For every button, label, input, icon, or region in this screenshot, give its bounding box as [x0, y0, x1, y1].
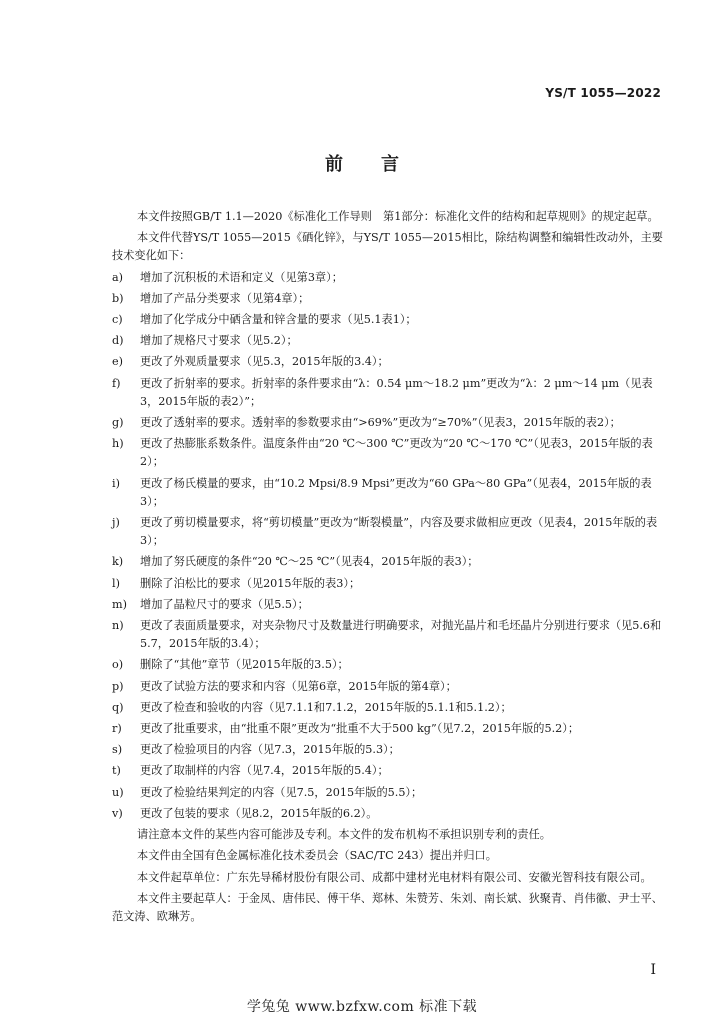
change-item — [112, 475, 664, 511]
change-item-text: 更改了热膨胀系数条件。温度条件由“20 ℃～300 ℃”更改为“20 ℃～170 ℃”（见表3，2015年版的表2）； — [140, 437, 653, 469]
change-item-text: 更改了批重要求，由“批重不限”更改为“批重不大于500 kg”（见7.2，2015年版的5.2）； — [140, 722, 580, 736]
change-item — [112, 332, 664, 350]
change-item-text: 更改了透射率的要求。透射率的参数要求由“>69%”更改为“≥70%”（见表3，2015年版的表2）； — [140, 416, 621, 430]
change-item-text: 增加了规格尺寸要求（见5.2）； — [140, 334, 298, 348]
change-item-text: 更改了表面质量要求，对夹杂物尺寸及数量进行明确要求，对抛光晶片和毛坯晶片分别进行要求（见5.6和5.7，2015年版的3.4）； — [140, 619, 662, 651]
change-item-text: 增加了晶粒尺寸的要求（见5.5）； — [140, 597, 309, 611]
change-item-marker: n) — [112, 619, 124, 633]
document-body — [112, 208, 664, 929]
change-item-marker: j) — [112, 516, 120, 530]
change-item — [112, 514, 664, 550]
change-item-marker: a) — [112, 270, 124, 284]
change-item — [112, 699, 664, 717]
change-item-marker: q) — [112, 700, 124, 714]
page-title: 前言 — [325, 154, 437, 175]
change-item-marker: b) — [112, 291, 124, 305]
change-item-text: 更改了检验项目的内容（见7.3，2015年版的5.3）； — [140, 743, 400, 757]
change-item-text: 更改了杨氏模量的要求，由“10.2 Mpsi/8.9 Mpsi”更改为“60 GPa～80 GPa”（见表4，2015年版的表3）； — [140, 476, 652, 508]
change-item — [112, 656, 664, 674]
change-item-text: 更改了试验方法的要求和内容（见第6章，2015年版的第4章）； — [140, 679, 457, 693]
change-item — [112, 311, 664, 329]
intro-paragraph-2: 本文件代替YS/T 1055—2015《硒化锌》，与YS/T 1055—2015相比，除结构调整和编辑性改动外，主要技术变化如下： — [112, 231, 663, 263]
change-item-marker: o) — [112, 658, 124, 672]
change-item — [112, 762, 664, 780]
change-item-marker: l) — [112, 576, 120, 590]
change-item-marker: t) — [112, 764, 121, 778]
change-item — [112, 575, 664, 593]
change-item — [112, 269, 664, 287]
change-item-marker: f) — [112, 376, 121, 390]
change-item-text: 更改了检验结果判定的内容（见7.5，2015年版的5.5）； — [140, 785, 423, 799]
change-item-text: 更改了剪切模量要求，将“剪切模量”更改为“断裂模量”，内容及要求做相应更改（见表4，2015年版的表3）； — [140, 516, 658, 548]
watermark-text: 学兔兔 www.bzfxw.com 标准下载 — [246, 999, 478, 1015]
change-item-marker: r) — [112, 722, 122, 736]
change-item-marker: h) — [112, 437, 124, 451]
change-item — [112, 375, 664, 411]
standard-number: YS/T 1055—2022 — [545, 86, 661, 100]
change-item-marker: i) — [112, 476, 120, 490]
change-item — [112, 678, 664, 696]
page-number: I — [650, 962, 656, 978]
change-item — [112, 720, 664, 738]
change-item-text: 增加了化学成分中硒含量和锌含量的要求（见5.1表1）； — [140, 313, 417, 327]
change-item-marker: p) — [112, 679, 124, 693]
change-item-text: 更改了检查和验收的内容（见7.1.1和7.1.2，2015年版的5.1.1和5.1.2）； — [140, 700, 512, 714]
change-item — [112, 414, 664, 432]
change-item-text: 增加了沉积板的术语和定义（见第3章）； — [140, 270, 343, 284]
change-item-text: 更改了包装的要求（见8.2，2015年版的6.2）。 — [140, 806, 378, 820]
change-item-text: 更改了取制样的内容（见7.4，2015年版的5.4）； — [140, 764, 389, 778]
change-item-marker: s) — [112, 743, 123, 757]
change-item-marker: m) — [112, 597, 127, 611]
change-item — [112, 741, 664, 759]
change-item-marker: c) — [112, 313, 123, 327]
proposer-paragraph: 本文件由全国有色金属标准化技术委员会（SAC/TC 243）提出并归口。 — [137, 849, 497, 863]
change-item-marker: v) — [112, 806, 123, 820]
change-item — [112, 353, 664, 371]
change-item-marker: d) — [112, 334, 124, 348]
drafting-units-paragraph: 本文件起草单位：广东先导稀材股份有限公司、成都中建材光电材料有限公司、安徽光智科技有限公司。 — [137, 870, 652, 884]
drafters-paragraph: 本文件主要起草人：于金凤、唐伟民、傅干华、郑林、朱赞芳、朱刘、南长斌、狄聚青、肖伟徽、尹士平、范文涛、欧琳芳。 — [112, 891, 663, 923]
change-item — [112, 784, 664, 802]
intro-paragraph-1: 本文件按照GB/T 1.1—2020《标准化工作导则 第1部分：标准化文件的结构和起草规则》的规定起草。 — [137, 210, 659, 223]
change-item — [112, 553, 664, 571]
patent-notice-paragraph: 请注意本文件的某些内容可能涉及专利。本文件的发布机构不承担识别专利的责任。 — [137, 828, 551, 842]
change-item-marker: g) — [112, 416, 124, 430]
change-item — [112, 805, 664, 823]
change-item-marker: e) — [112, 355, 123, 369]
change-item — [112, 290, 664, 308]
technical-changes-list — [112, 269, 664, 823]
change-item-marker: u) — [112, 785, 124, 799]
change-item-marker: k) — [112, 555, 124, 569]
change-item-text: 增加了产品分类要求（见第4章）； — [140, 291, 310, 305]
change-item-text: 删除了“其他”章节（见2015年版的3.5）； — [140, 658, 349, 672]
change-item — [112, 596, 664, 614]
change-item-text: 更改了折射率的要求。折射率的条件要求由“λ：0.54 μm～18.2 μm”更改为“λ：2 μm～14 μm（见表3，2015年版的表2）”； — [140, 376, 653, 408]
change-item-text: 更改了外观质量要求（见5.3，2015年版的3.4）； — [140, 355, 389, 369]
change-item-text: 增加了努氏硬度的条件“20 ℃～25 ℃”（见表4，2015年版的表3）； — [140, 555, 479, 569]
change-item-text: 删除了泊松比的要求（见2015年版的表3）； — [140, 576, 361, 590]
change-item — [112, 435, 664, 471]
change-item — [112, 617, 664, 653]
